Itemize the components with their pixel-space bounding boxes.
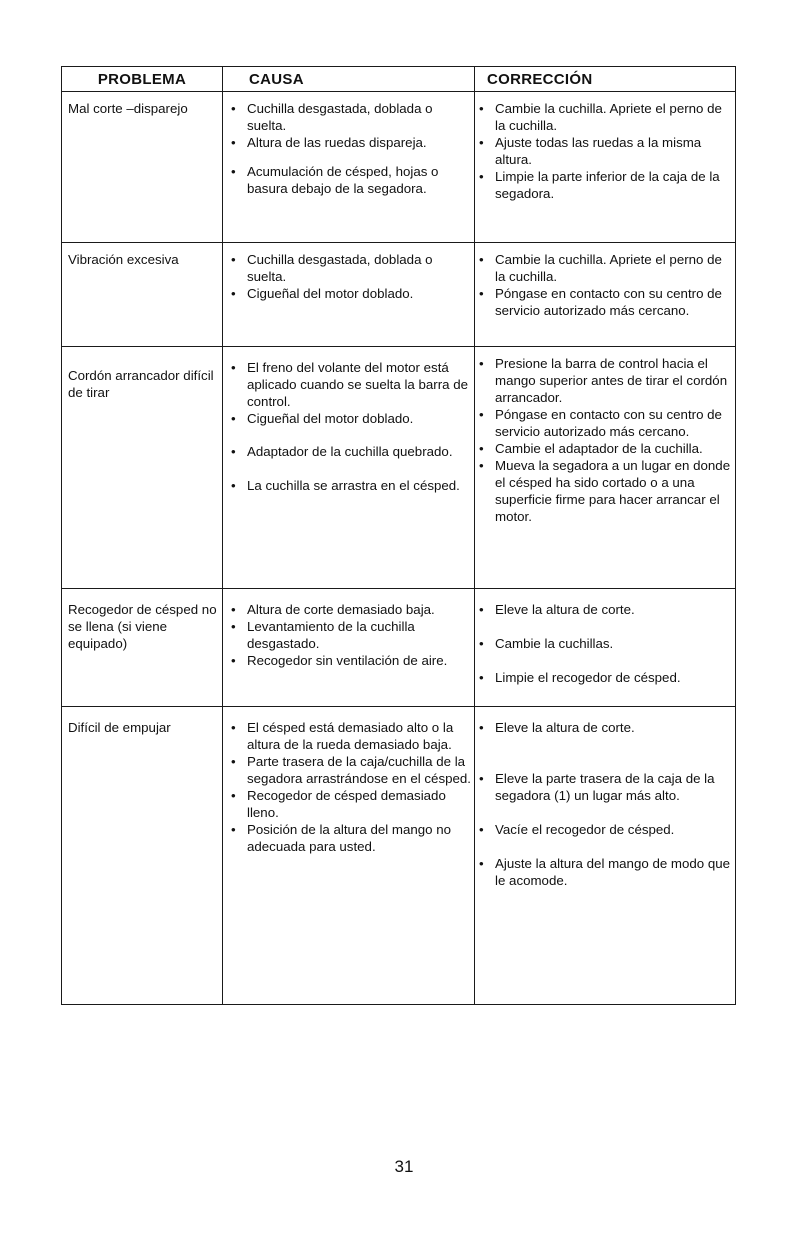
problem-cell: Mal corte –disparejo bbox=[62, 92, 223, 243]
cause-item: • Adaptador de la cuchilla quebrado. bbox=[223, 443, 472, 460]
header-cause: CAUSA bbox=[223, 67, 475, 92]
header-row bbox=[62, 67, 736, 92]
header-problem: PROBLEMA bbox=[62, 67, 223, 92]
correction-item: • Mueva la segadora a un lugar en donde el césped ha sido cortado o a una superficie firme para hacer arrancar el motor. bbox=[475, 457, 733, 525]
correction-item: • Cambie la cuchilla. Apriete el perno de la cuchilla. bbox=[475, 100, 733, 134]
cause-item: • Cigueñal del motor doblado. bbox=[223, 410, 472, 427]
cause-cell bbox=[223, 347, 475, 589]
correction-cell bbox=[475, 589, 736, 707]
problem-cell: Recogedor de césped no se llena (si viene equipado) bbox=[62, 589, 223, 707]
table-row bbox=[62, 707, 736, 1005]
cause-cell bbox=[223, 707, 475, 1005]
table-row bbox=[62, 92, 736, 243]
cause-item: • Altura de las ruedas dispareja. bbox=[223, 134, 472, 151]
problem-cell: Vibración excesiva bbox=[62, 243, 223, 347]
cause-item: • Recogedor de césped demasiado lleno. bbox=[223, 787, 472, 821]
cause-item: • El césped está demasiado alto o la altura de la rueda demasiado baja. bbox=[223, 719, 472, 753]
table-row bbox=[62, 243, 736, 347]
correction-item: • Eleve la altura de corte. bbox=[475, 719, 733, 736]
cause-item: • Altura de corte demasiado baja. bbox=[223, 601, 472, 618]
header-correction: CORRECCIÓN bbox=[475, 67, 736, 92]
correction-item: • Póngase en contacto con su centro de servicio autorizado más cercano. bbox=[475, 285, 733, 319]
correction-item: • Cambie la cuchilla. Apriete el perno de la cuchilla. bbox=[475, 251, 733, 285]
correction-cell bbox=[475, 243, 736, 347]
cause-cell bbox=[223, 589, 475, 707]
cause-cell bbox=[223, 243, 475, 347]
troubleshooting-table bbox=[61, 66, 736, 1005]
problem-cell: Cordón arrancador difícil de tirar bbox=[62, 347, 223, 589]
correction-item: • Limpie la parte inferior de la caja de la segadora. bbox=[475, 168, 733, 202]
correction-item: • Ajuste todas las ruedas a la misma altura. bbox=[475, 134, 733, 168]
cause-item: • Acumulación de césped, hojas o basura debajo de la segadora. bbox=[223, 163, 472, 197]
correction-cell bbox=[475, 92, 736, 243]
correction-cell bbox=[475, 347, 736, 589]
cause-cell bbox=[223, 92, 475, 243]
correction-item: • Cambie el adaptador de la cuchilla. bbox=[475, 440, 733, 457]
correction-item: • Presione la barra de control hacia el mango superior antes de tirar el cordón arrancador. bbox=[475, 355, 733, 406]
correction-item: • Vacíe el recogedor de césped. bbox=[475, 821, 733, 838]
problem-cell: Difícil de empujar bbox=[62, 707, 223, 1005]
correction-item: • Cambie la cuchillas. bbox=[475, 635, 733, 652]
correction-item: • Ajuste la altura del mango de modo que le acomode. bbox=[475, 855, 733, 889]
correction-item: • Limpie el recogedor de césped. bbox=[475, 669, 733, 686]
page-number: 31 bbox=[394, 1157, 414, 1176]
correction-item: • Eleve la altura de corte. bbox=[475, 601, 733, 618]
cause-item: • El freno del volante del motor está aplicado cuando se suelta la barra de control. bbox=[223, 359, 472, 410]
cause-item: • La cuchilla se arrastra en el césped. bbox=[223, 477, 472, 494]
cause-item: • Cigueñal del motor doblado. bbox=[223, 285, 472, 302]
cause-item: • Parte trasera de la caja/cuchilla de la segadora arrastrándose en el césped. bbox=[223, 753, 472, 787]
correction-item: • Póngase en contacto con su centro de servicio autorizado más cercano. bbox=[475, 406, 733, 440]
cause-item: • Recogedor sin ventilación de aire. bbox=[223, 652, 472, 669]
cause-item: • Posición de la altura del mango no adecuada para usted. bbox=[223, 821, 472, 855]
cause-item: • Cuchilla desgastada, doblada o suelta. bbox=[223, 251, 472, 285]
cause-item: • Cuchilla desgastada, doblada o suelta. bbox=[223, 100, 472, 134]
table-row bbox=[62, 347, 736, 589]
correction-item: • Eleve la parte trasera de la caja de la segadora (1) un lugar más alto. bbox=[475, 770, 733, 804]
table-row bbox=[62, 589, 736, 707]
correction-cell bbox=[475, 707, 736, 1005]
cause-item: • Levantamiento de la cuchilla desgastado. bbox=[223, 618, 472, 652]
